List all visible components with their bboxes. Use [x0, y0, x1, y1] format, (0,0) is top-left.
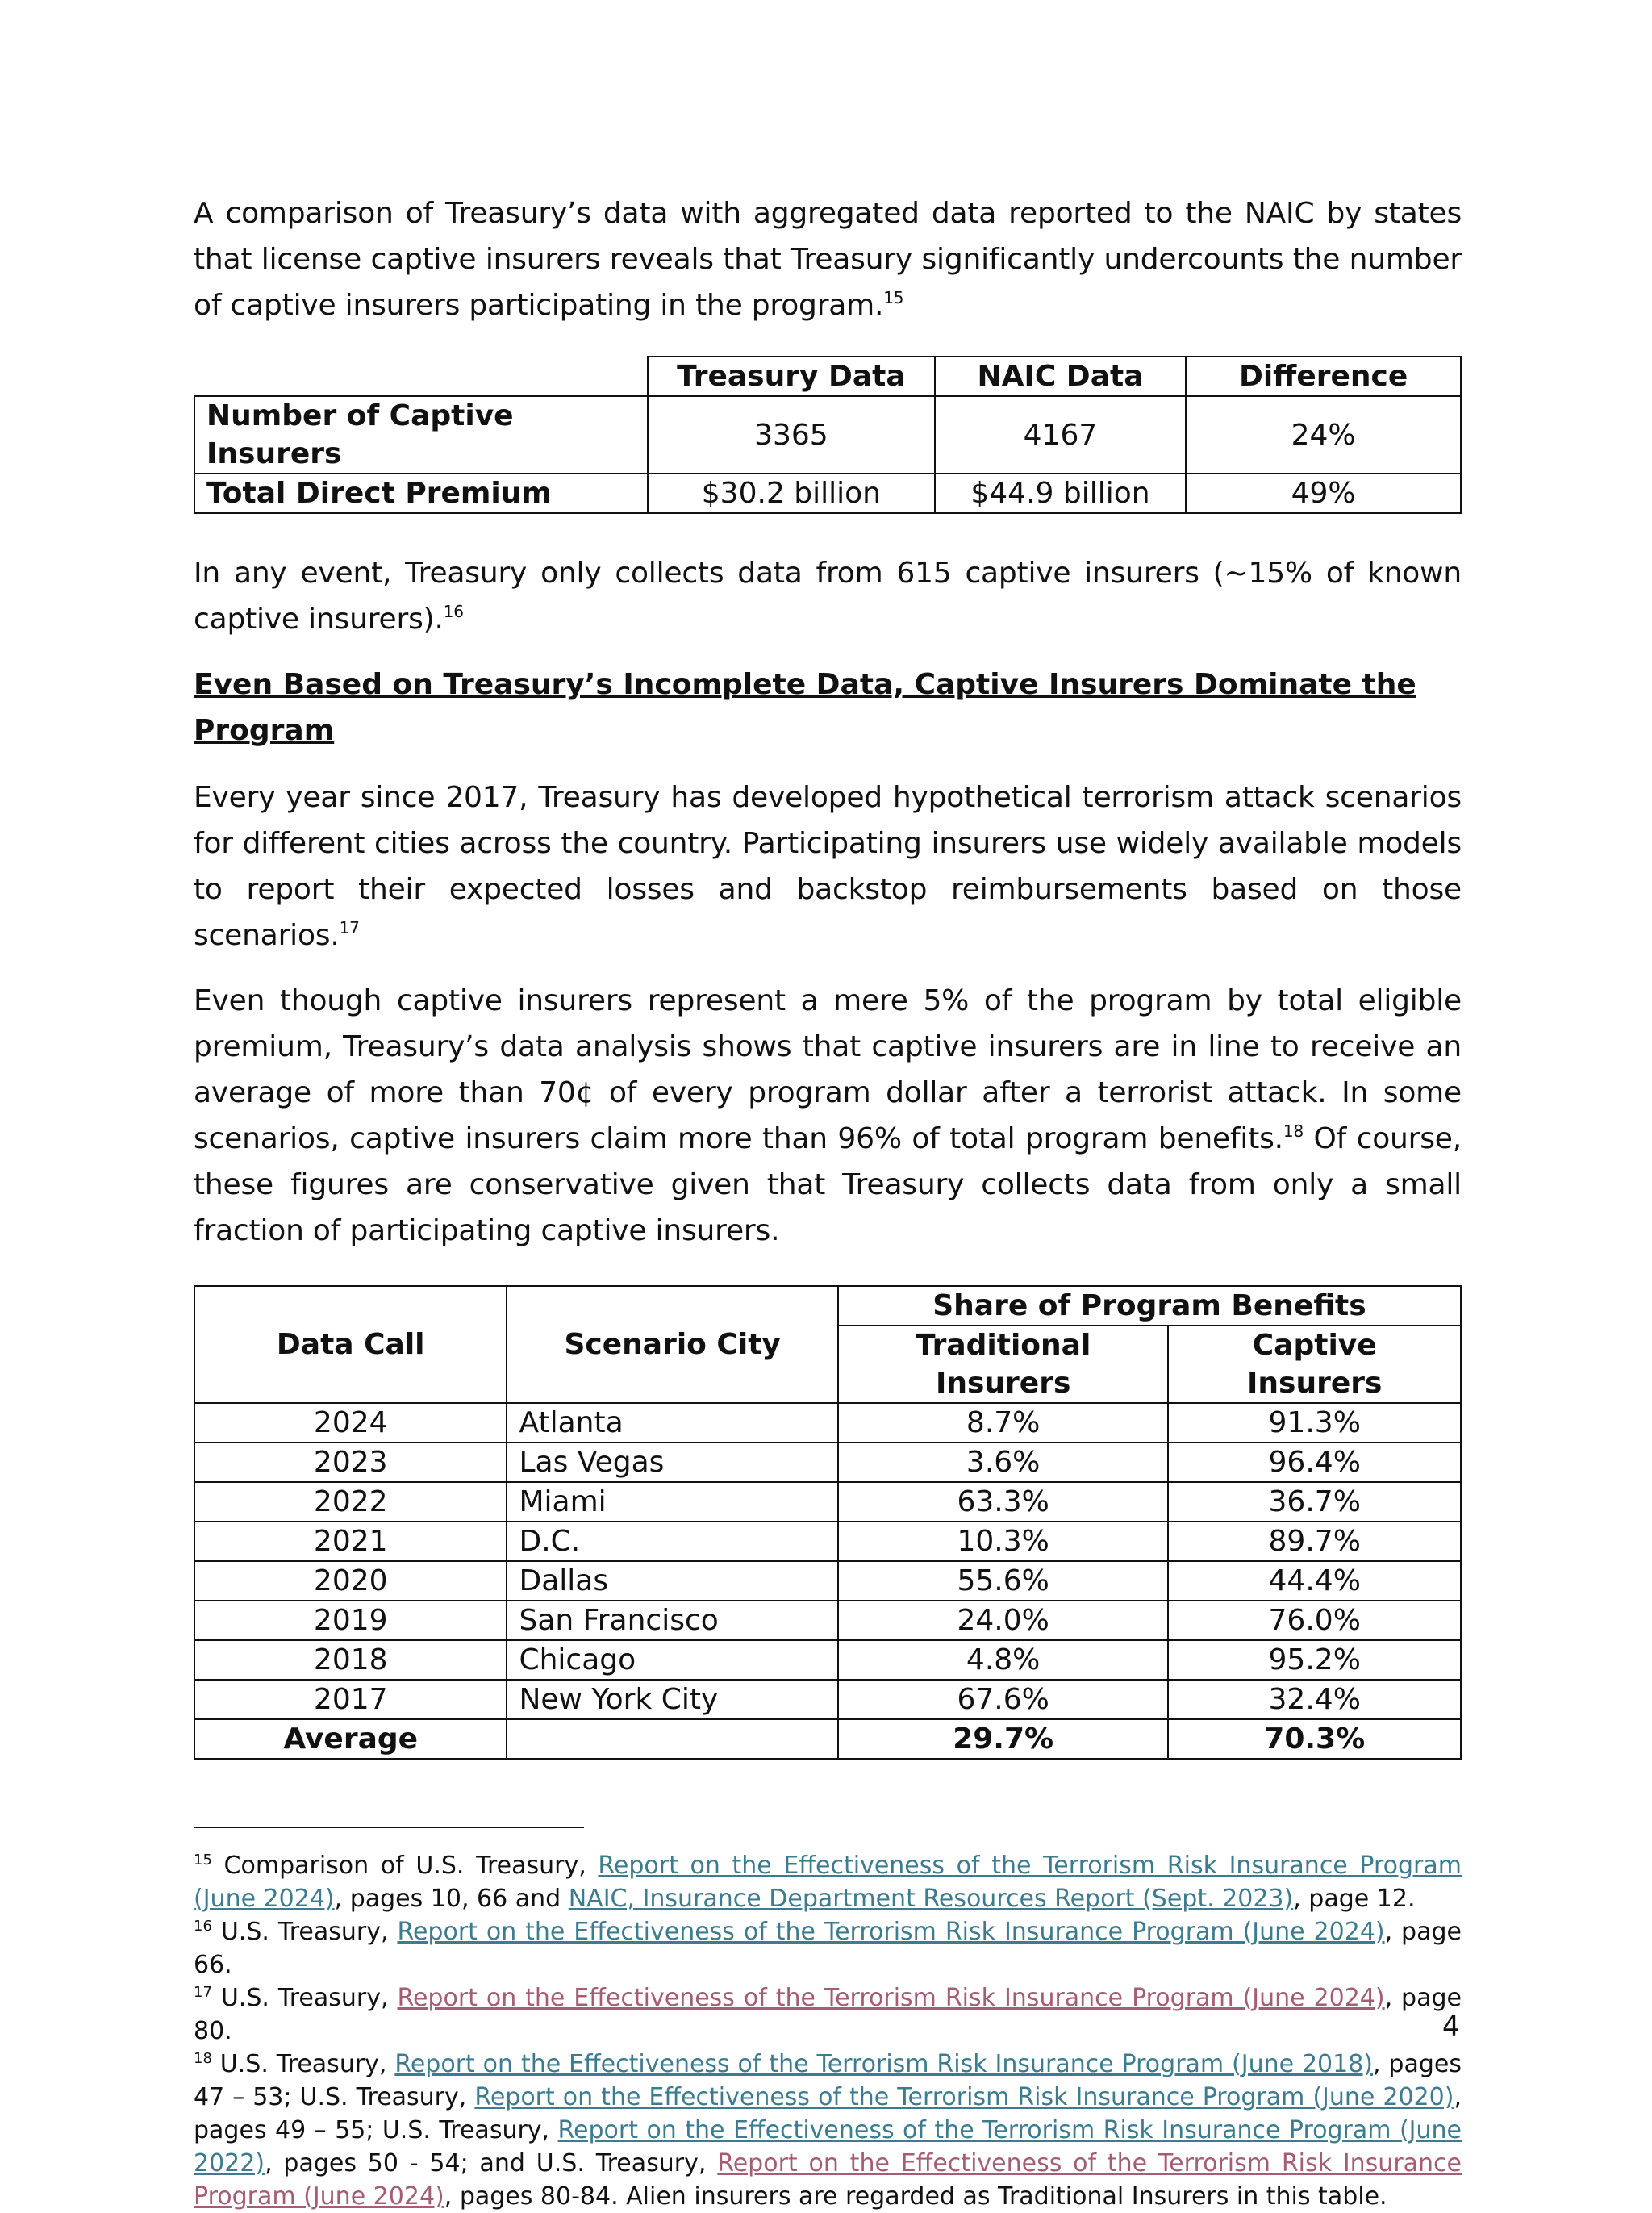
table-row — [194, 474, 1461, 513]
footnote-link[interactable]: Report on the Effectiveness of the Terrorism Risk Insurance Program (June 2020) — [474, 2083, 1454, 2111]
table-header: Treasury Data — [648, 357, 935, 396]
captive-share-paragraph: Even though captive insurers represent a mere 5% of the program by total eligible premium, Treasury’s data analysis shows that captive insurers are in line to receive an average of more than 70¢ of every program dollar after a terrorist attack. In some scenarios, captive insurers claim more than 96% of total program benefits.$^{18}$ Of course, these figures are conservative given that Treasury collects data from only a small fraction of participating captive insurers. — [194, 984, 1462, 1247]
table-cell: 24% — [1186, 396, 1461, 474]
data-call-cell: 2019 — [194, 1601, 507, 1640]
row-label: Total Direct Premium — [194, 474, 648, 513]
table-header-empty — [194, 357, 648, 396]
table-row — [194, 396, 1461, 474]
scenario-city-cell: Las Vegas — [507, 1443, 837, 1482]
footnote-link[interactable]: Report on the Effectiveness of the Terrorism Risk Insurance Program (June 2024) — [397, 1984, 1385, 2012]
table-row — [194, 1561, 1461, 1601]
traditional-share-cell: 3.6% — [838, 1443, 1169, 1482]
scenario-city-cell: New York City — [507, 1680, 837, 1719]
header-share-of-benefits: Share of Program Benefits — [838, 1286, 1461, 1326]
table-row — [194, 1522, 1461, 1561]
header-captive: Captive Insurers — [1168, 1326, 1461, 1403]
data-call-cell: 2021 — [194, 1522, 507, 1561]
footnote-ref-16[interactable]: 16 — [443, 602, 464, 621]
captive-share-cell: 89.7% — [1168, 1522, 1461, 1561]
traditional-share-cell: 4.8% — [838, 1640, 1169, 1680]
table-row — [194, 1482, 1461, 1522]
captive-count-table — [194, 356, 1462, 514]
row-label: Number of Captive Insurers — [194, 396, 648, 474]
footnote-18: $^{18}$ U.S. Treasury, Report on the Effectiveness of the Terrorism Risk Insurance Program (June 2018), pages 47 – 53; U.S. Treasury, Report on the Effectiveness of the Terrorism Risk Insurance Program (June 2020), pages 49 – 55; U.S. Treasury, Report on the Effectiveness of the Terrorism Risk Insurance Program (June 2022), pages 50 - 54; and U.S. Treasury, Report on the Effectiveness of the Terrorism Risk Insurance Program (June 2024), pages 80-84. Alien insurers are regarded as Traditional Insurers in this table. — [194, 2050, 1462, 2211]
scenario-city-cell: San Francisco — [507, 1601, 837, 1640]
traditional-share-cell: 10.3% — [838, 1522, 1169, 1561]
table-header-row — [194, 357, 1461, 396]
intro-paragraph: A comparison of Treasury’s data with aggregated data reported to the NAIC by states that license captive insurers reveals that Treasury significantly undercounts the number of captive insurers participating in the program.$^{15}$ — [194, 197, 1462, 322]
scenario-paragraph: Every year since 2017, Treasury has developed hypothetical terrorism attack scenarios for different cities across the country. Participating insurers use widely available models to report their expected losses and backstop reimbursements based on those scenarios.$^{17}$ — [194, 781, 1462, 952]
traditional-share-cell: 63.3% — [838, 1482, 1169, 1522]
table-header-row — [194, 1286, 1461, 1326]
scenario-city-cell: D.C. — [507, 1522, 837, 1561]
captive-share-cell: 36.7% — [1168, 1482, 1461, 1522]
scenario-city-cell: Dallas — [507, 1561, 837, 1601]
table-body — [194, 1403, 1461, 1719]
data-call-cell: 2022 — [194, 1482, 507, 1522]
header-scenario-city: Scenario City — [507, 1286, 837, 1403]
table-header: Difference — [1186, 357, 1461, 396]
captive-share-cell: 44.4% — [1168, 1561, 1461, 1601]
captive-share-cell: 95.2% — [1168, 1640, 1461, 1680]
footnote-link[interactable]: Report on the Effectiveness of the Terrorism Risk Insurance Program (June 2024) — [397, 1918, 1385, 1946]
footnote-link[interactable]: NAIC, Insurance Department Resources Report (Sept. 2023) — [568, 1885, 1294, 1913]
table-row — [194, 1443, 1461, 1482]
footnote-link[interactable]: Report on the Effectiveness of the Terrorism Risk Insurance Program (June 2024) — [194, 1852, 1462, 1913]
scenario-city-cell: Chicago — [507, 1640, 837, 1680]
header-traditional: Traditional Insurers — [838, 1326, 1169, 1403]
traditional-share-cell: 55.6% — [838, 1561, 1169, 1601]
header-data-call: Data Call — [194, 1286, 507, 1403]
table-row — [194, 1680, 1461, 1719]
average-traditional: 29.7% — [838, 1719, 1169, 1759]
footnote-ref-18[interactable]: 18 — [1283, 1121, 1304, 1141]
table-cell: 4167 — [935, 396, 1187, 474]
footnote-link[interactable]: Report on the Effectiveness of the Terrorism Risk Insurance Program (June 2018) — [394, 2050, 1373, 2078]
traditional-share-cell: 24.0% — [838, 1601, 1169, 1640]
average-label: Average — [194, 1719, 507, 1759]
footnote-15: $^{15}$ Comparison of U.S. Treasury, Report on the Effectiveness of the Terrorism Risk Insurance Program (June 2024), pages 10, 66 and NAIC, Insurance Department Resources Report (Sept. 2023), page 12. — [194, 1852, 1462, 1913]
footnote-link[interactable]: Report on the Effectiveness of the Terrorism Risk Insurance Program (June 2022) — [194, 2116, 1462, 2178]
section-heading: Even Based on Treasury’s Incomplete Data, Captive Insurers Dominate the Program — [194, 668, 1416, 747]
data-call-cell: 2020 — [194, 1561, 507, 1601]
program-benefits-table — [194, 1285, 1462, 1760]
data-call-cell: 2017 — [194, 1680, 507, 1719]
footnote-ref-17[interactable]: 17 — [339, 918, 360, 937]
treasury-collection-paragraph: In any event, Treasury only collects data from 615 captive insurers (~15% of known captive insurers).$^{16}$ — [194, 557, 1462, 636]
table-row-average — [194, 1719, 1461, 1759]
table-header: NAIC Data — [935, 357, 1187, 396]
traditional-share-cell: 67.6% — [838, 1680, 1169, 1719]
table-cell: 3365 — [648, 396, 935, 474]
table-cell: $30.2 billion — [648, 474, 935, 513]
footnote-16: $^{16}$ U.S. Treasury, Report on the Effectiveness of the Terrorism Risk Insurance Program (June 2024), page 66. — [194, 1918, 1462, 1979]
captive-share-cell: 76.0% — [1168, 1601, 1461, 1640]
captive-share-cell: 96.4% — [1168, 1443, 1461, 1482]
table-cell: $44.9 billion — [935, 474, 1187, 513]
captive-share-cell: 91.3% — [1168, 1403, 1461, 1443]
page-content — [194, 190, 1462, 2213]
captive-share-cell: 32.4% — [1168, 1680, 1461, 1719]
traditional-share-cell: 8.7% — [838, 1403, 1169, 1443]
data-call-cell: 2023 — [194, 1443, 507, 1482]
table-row — [194, 1601, 1461, 1640]
footnote-17: $^{17}$ U.S. Treasury, Report on the Effectiveness of the Terrorism Risk Insurance Program (June 2024), page 80. — [194, 1984, 1462, 2045]
footnote-ref-15[interactable]: 15 — [883, 288, 904, 307]
table-cell: 49% — [1186, 474, 1461, 513]
data-call-cell: 2024 — [194, 1403, 507, 1443]
table-cell — [507, 1719, 837, 1759]
data-call-cell: 2018 — [194, 1640, 507, 1680]
table-row — [194, 1640, 1461, 1680]
scenario-city-cell: Atlanta — [507, 1403, 837, 1443]
average-captive: 70.3% — [1168, 1719, 1461, 1759]
page-number: 4 — [1442, 2010, 1460, 2043]
footnote-link[interactable]: Report on the Effectiveness of the Terrorism Risk Insurance Program (June 2024) — [194, 2149, 1462, 2211]
scenario-city-cell: Miami — [507, 1482, 837, 1522]
table-row — [194, 1403, 1461, 1443]
